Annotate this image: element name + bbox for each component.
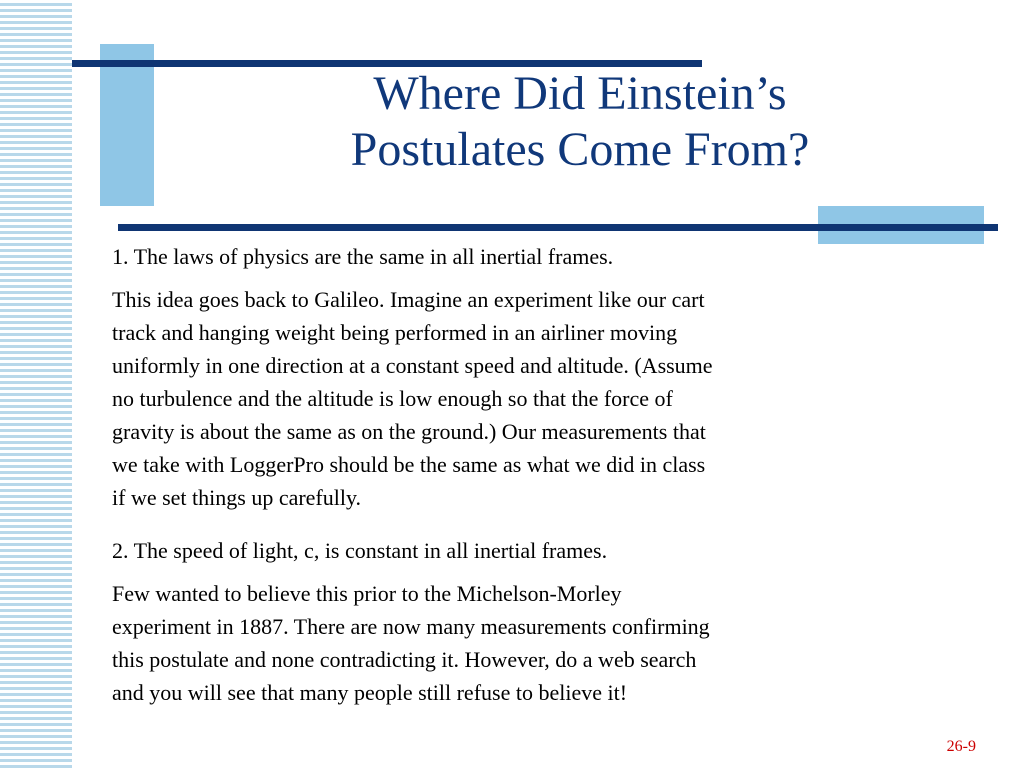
striped-side-border xyxy=(0,0,72,768)
slide-title-line-2: Postulates Come From? xyxy=(350,123,810,176)
text-line: track and hanging weight being performed in an airliner moving xyxy=(112,320,678,345)
title-accent-block xyxy=(100,44,154,206)
slide-title xyxy=(230,66,930,178)
postulate-2-heading: 2. The speed of light, c, is constant in all inertial frames. xyxy=(112,538,608,563)
slide-number: 26-9 xyxy=(946,738,976,755)
text-line: this postulate and none contradicting it. However, do a web search xyxy=(112,647,697,672)
paragraph-spacer xyxy=(112,514,912,534)
slide-title-line-1: Where Did Einstein’s xyxy=(373,67,787,120)
postulate-1-explanation xyxy=(112,283,912,514)
postulate-1-heading: 1. The laws of physics are the same in all inertial frames. xyxy=(112,244,614,269)
text-line: no turbulence and the altitude is low enough so that the force of xyxy=(112,386,673,411)
slide-body xyxy=(112,240,912,709)
text-line: This idea goes back to Galileo. Imagine an experiment like our cart xyxy=(112,287,705,312)
postulate-2-explanation xyxy=(112,577,912,709)
text-line: Few wanted to believe this prior to the Michelson-Morley xyxy=(112,581,622,606)
text-line: experiment in 1887. There are now many measurements confirming xyxy=(112,614,710,639)
text-line: uniformly in one direction at a constant speed and altitude. (Assume xyxy=(112,353,713,378)
text-line: we take with LoggerPro should be the same as what we did in class xyxy=(112,452,706,477)
text-line: and you will see that many people still refuse to believe it! xyxy=(112,680,628,705)
text-line: if we set things up carefully. xyxy=(112,485,362,510)
text-line: gravity is about the same as on the ground.) Our measurements that xyxy=(112,419,706,444)
title-bottom-rule xyxy=(118,224,998,231)
